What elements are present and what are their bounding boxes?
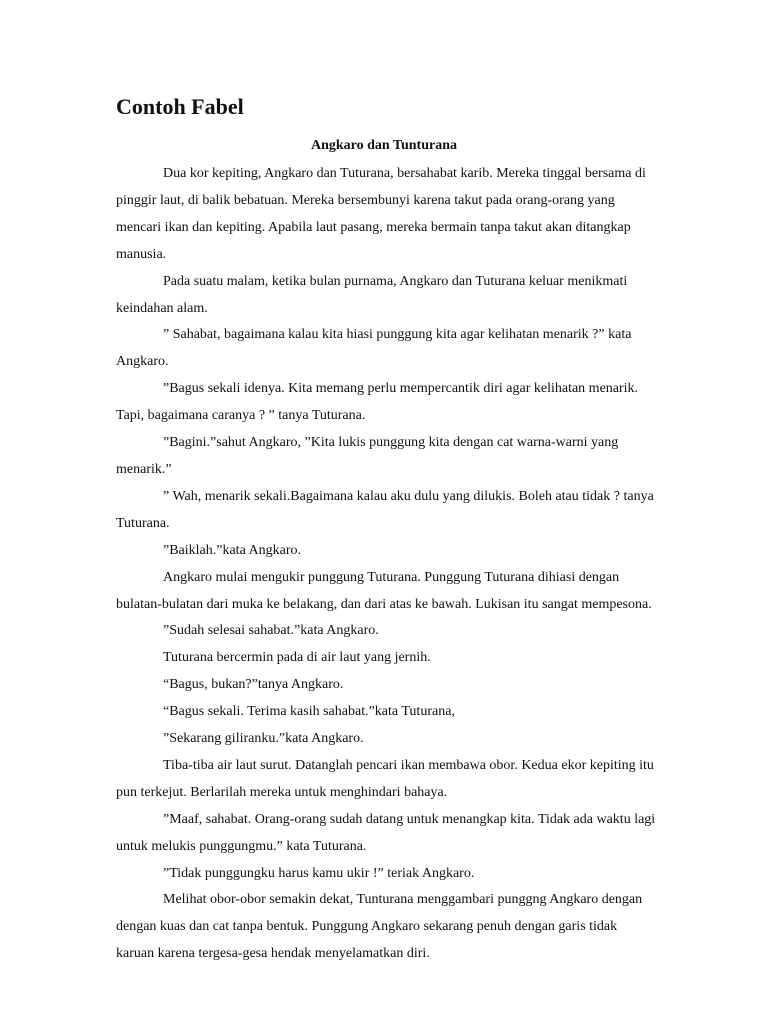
paragraph: ” Sahabat, bagaimana kalau kita hiasi punggung kita agar kelihatan menarik ?” kata Angkaro. <box>116 327 632 370</box>
page-heading: Contoh Fabel <box>116 94 244 119</box>
paragraph: ”Sekarang giliranku.”kata Angkaro. <box>163 731 364 747</box>
paragraph: Tiba-tiba air laut surut. Datanglah pencari ikan membawa obor. Kedua ekor kepiting itu pun terkejut. Berlarilah mereka untuk menghindari bahaya. <box>116 757 654 800</box>
paragraph: ”Baiklah.”kata Angkaro. <box>163 542 302 558</box>
paragraph: ”Bagus sekali idenya. Kita memang perlu mempercantik diri agar kelihatan menarik. Tapi, bagaimana caranya ? ” tanya Tuturana. <box>116 381 639 424</box>
story-body <box>116 161 658 968</box>
paragraph: ”Bagini.”sahut Angkaro, ”Kita lukis punggung kita dengan cat warna-warni yang menarik.” <box>116 435 619 477</box>
paragraph: “Bagus, bukan?”tanya Angkaro. <box>163 677 344 693</box>
paragraph: “Bagus sekali. Terima kasih sahabat.”kata Tuturana, <box>163 704 455 720</box>
paragraph: Melihat obor-obor semakin dekat, Tunturana menggambari punggng Angkaro dengan dengan kuas dan cat tanpa bentuk. Punggung Angkaro sekarang penuh dengan garis tidak karuan karena tergesa-gesa hendak menyelamatkan diri. <box>116 892 643 962</box>
paragraph: ”Sudah selesai sahabat.”kata Angkaro. <box>163 623 379 639</box>
paragraph: Angkaro mulai mengukir punggung Tuturana. Punggung Tuturana dihiasi dengan bulatan-bulatan dari muka ke belakang, dan dari atas ke bawah. Lukisan itu sangat mempesona. <box>116 569 652 612</box>
paragraph: Dua kor kepiting, Angkaro dan Tuturana, bersahabat karib. Mereka tinggal bersama di pinggir laut, di balik bebatuan. Mereka bersembunyi karena takut pada orang-orang yang mencari ikan dan kepiting. Apabila laut pasang, mereka bermain tanpa takut akan ditangkap manusia. <box>116 166 646 262</box>
paragraph: Pada suatu malam, ketika bulan purnama, Angkaro dan Tuturana keluar menikmati keindahan alam. <box>116 273 628 316</box>
paragraph: ”Tidak punggungku harus kamu ukir !” teriak Angkaro. <box>163 865 475 881</box>
paragraph: ” Wah, menarik sekali.Bagaimana kalau aku dulu yang dilukis. Boleh atau tidak ? tanya Tuturana. <box>116 488 654 531</box>
paragraph: Tuturana bercermin pada di air laut yang jernih. <box>163 650 431 666</box>
paragraph: ”Maaf, sahabat. Orang-orang sudah datang untuk menangkap kita. Tidak ada waktu lagi untuk melukis punggungmu.” kata Tuturana. <box>116 811 656 854</box>
story-title: Angkaro dan Tunturana <box>310 138 458 153</box>
